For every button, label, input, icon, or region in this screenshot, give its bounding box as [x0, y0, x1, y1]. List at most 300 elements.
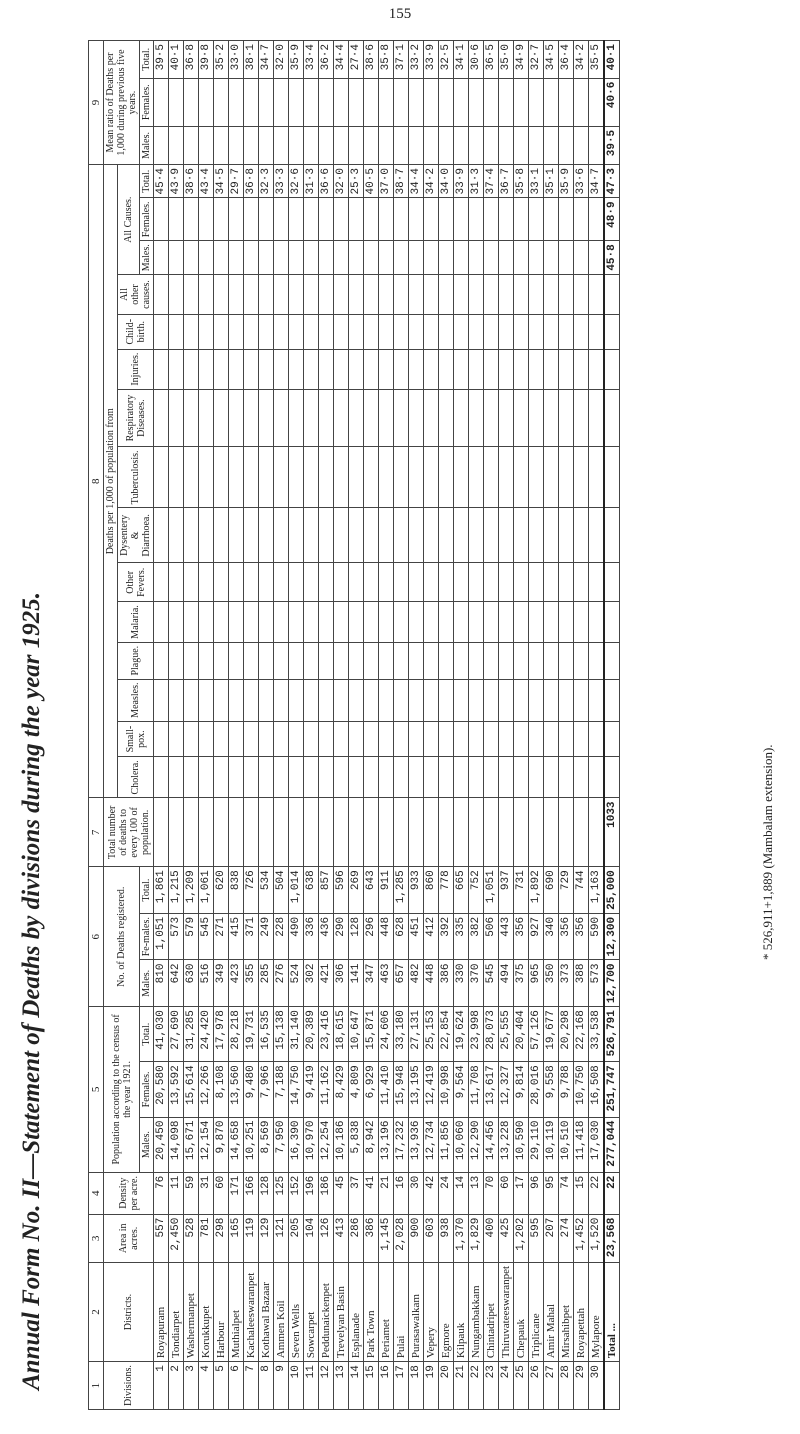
cause-cell	[409, 349, 424, 389]
table-row	[259, 41, 274, 1410]
cause-cell	[559, 275, 574, 315]
rate-cell	[274, 798, 289, 867]
cause-cell	[334, 349, 349, 389]
cause-cell	[289, 275, 304, 315]
density-cell: 11	[169, 1172, 184, 1214]
cause-cell	[304, 314, 319, 349]
mean-females-cell	[184, 78, 199, 126]
pop-total-header: Total.	[140, 1007, 154, 1062]
cause-cell	[154, 642, 169, 679]
pop-males-cell: 10,510	[559, 1117, 574, 1172]
cause-cell	[364, 563, 379, 602]
mean-total-cell: 30·6	[469, 41, 484, 79]
pop-females-cell: 20,580	[154, 1062, 169, 1117]
cause-cell	[394, 721, 409, 757]
deaths-males-header: Males.	[140, 960, 154, 1007]
column-number-row	[89, 41, 104, 1410]
cause-cell	[484, 447, 499, 508]
pop-females-cell: 7,966	[259, 1062, 274, 1117]
rate-cell	[229, 798, 244, 867]
cause-cell	[154, 314, 169, 349]
cause-cell	[484, 389, 499, 447]
cause-cell	[184, 602, 199, 643]
cause-cell	[169, 447, 184, 508]
all-causes-total-cell: 43·4	[199, 165, 214, 198]
cause-cell	[514, 642, 529, 679]
cause-cell	[214, 508, 229, 563]
table-row	[439, 41, 454, 1410]
cause-cell	[469, 602, 484, 643]
cause-cell	[394, 757, 409, 798]
cause-cell	[409, 314, 424, 349]
all-causes-males-cell	[289, 241, 304, 275]
all-causes-total-cell: 36·8	[244, 165, 259, 198]
area-cell: 425	[499, 1214, 514, 1262]
cause-cell	[454, 642, 469, 679]
all-causes-females-cell	[304, 198, 319, 241]
deaths-females-cell: 590	[589, 913, 605, 960]
cause-cell	[439, 721, 454, 757]
cause-cell	[544, 642, 559, 679]
cause-cell	[379, 679, 394, 721]
cause-cell	[199, 721, 214, 757]
cause-cell	[244, 275, 259, 315]
cause-cell	[229, 721, 244, 757]
pop-males-cell: 12,734	[424, 1117, 439, 1172]
mean-males-cell	[214, 126, 229, 164]
deaths-total-cell: 731	[514, 867, 529, 914]
cause-cell	[499, 563, 514, 602]
cause-cell	[394, 679, 409, 721]
mean-total-cell: 38·1	[244, 41, 259, 79]
deaths-total-cell: 911	[379, 867, 394, 914]
cause-cell	[319, 447, 334, 508]
cause-cell	[214, 389, 229, 447]
pop-total-cell: 23,998	[469, 1007, 484, 1062]
area-header: Area in acres.	[104, 1214, 154, 1262]
cause-cell	[544, 679, 559, 721]
division-number: 5	[214, 1362, 229, 1410]
cause-cell	[154, 721, 169, 757]
all-causes-males-cell	[439, 241, 454, 275]
density-header: Density per acre.	[104, 1172, 154, 1214]
mean-total-cell: 34·5	[544, 41, 559, 79]
total-label: Total ...	[604, 1262, 620, 1361]
cause-cell	[364, 389, 379, 447]
pop-males-cell: 14,098	[169, 1117, 184, 1172]
total-cause-cell	[604, 447, 620, 508]
cause-cell	[199, 563, 214, 602]
cause-cell	[574, 679, 589, 721]
deaths-total-cell: 857	[319, 867, 334, 914]
deaths-females-cell: 356	[574, 913, 589, 960]
mean-total-cell: 38·6	[364, 41, 379, 79]
mean-males-cell	[184, 126, 199, 164]
pop-males-cell: 8,569	[259, 1117, 274, 1172]
cause-cell	[499, 679, 514, 721]
table-body	[154, 41, 605, 1410]
deaths-males-cell: 810	[154, 960, 169, 1007]
all-causes-total-cell: 33·6	[574, 165, 589, 198]
mean-males-cell	[274, 126, 289, 164]
cause-cell	[169, 314, 184, 349]
cause-header: Plague.	[118, 642, 154, 679]
cause-cell	[184, 314, 199, 349]
cause-cell	[379, 757, 394, 798]
mean-total-cell: 36·2	[319, 41, 334, 79]
cause-cell	[304, 389, 319, 447]
cause-cell	[214, 563, 229, 602]
density-cell: 31	[199, 1172, 214, 1214]
deaths-males-cell: 482	[409, 960, 424, 1007]
mean-males-cell	[469, 126, 484, 164]
cause-cell	[349, 508, 364, 563]
pop-males-cell: 16,390	[289, 1117, 304, 1172]
cause-cell	[469, 275, 484, 315]
all-causes-males-cell	[559, 241, 574, 275]
cause-cell	[334, 389, 349, 447]
all-causes-header: All Causes.	[118, 165, 140, 275]
district-name: Pulai	[394, 1262, 409, 1361]
mean-males-cell	[574, 126, 589, 164]
pop-males-cell: 5,838	[349, 1117, 364, 1172]
division-number: 17	[394, 1362, 409, 1410]
cause-header: Respiratory Diseases.	[118, 389, 154, 447]
division-number: 26	[529, 1362, 544, 1410]
deaths-females-cell: 392	[439, 913, 454, 960]
cause-cell	[259, 508, 274, 563]
cause-cell	[259, 447, 274, 508]
all-causes-males-cell	[319, 241, 334, 275]
area-cell: 2,028	[394, 1214, 409, 1262]
cause-cell	[289, 602, 304, 643]
mean-males-header: Males.	[140, 126, 154, 164]
cause-cell	[289, 642, 304, 679]
table-row	[319, 41, 334, 1410]
deaths-males-cell: 463	[379, 960, 394, 1007]
cause-cell	[484, 602, 499, 643]
pop-total-cell: 22,854	[439, 1007, 454, 1062]
mean-females-cell	[499, 78, 514, 126]
mean-males-cell	[589, 126, 605, 164]
all-causes-total-cell: 36·6	[319, 165, 334, 198]
cause-cell	[529, 275, 544, 315]
deaths-females-cell: 451	[409, 913, 424, 960]
pop-females-cell: 13,560	[229, 1062, 244, 1117]
deaths-females-cell: 573	[169, 913, 184, 960]
district-name: Nungambakkam	[469, 1262, 484, 1361]
cause-cell	[259, 349, 274, 389]
division-number: 16	[379, 1362, 394, 1410]
cause-cell	[529, 757, 544, 798]
mean-total-cell: 33·0	[229, 41, 244, 79]
mean-males-cell	[379, 126, 394, 164]
cause-cell	[304, 602, 319, 643]
pop-total-cell: 25,153	[424, 1007, 439, 1062]
all-causes-males-cell	[424, 241, 439, 275]
table-row	[514, 41, 529, 1410]
pop-males-cell: 14,456	[484, 1117, 499, 1172]
all-causes-total-cell: 31·3	[304, 165, 319, 198]
district-name: Harbour	[214, 1262, 229, 1361]
cause-cell	[229, 679, 244, 721]
all-causes-total-cell: 35·1	[544, 165, 559, 198]
rate-cell	[409, 798, 424, 867]
cause-cell	[514, 447, 529, 508]
division-number: 2	[169, 1362, 184, 1410]
all-causes-total-cell: 35·8	[514, 165, 529, 198]
deaths-males-cell: 423	[229, 960, 244, 1007]
total-cause-cell	[604, 389, 620, 447]
cause-cell	[454, 508, 469, 563]
table-row	[409, 41, 424, 1410]
cause-cell	[409, 602, 424, 643]
cause-cell	[169, 757, 184, 798]
cause-cell	[184, 389, 199, 447]
total-deaths-males: 12,700	[604, 960, 620, 1007]
deaths-males-cell: 965	[529, 960, 544, 1007]
density-cell: 16	[394, 1172, 409, 1214]
all-causes-males-cell	[529, 241, 544, 275]
cause-cell	[274, 757, 289, 798]
pop-total-cell: 27,690	[169, 1007, 184, 1062]
total-cause-cell	[604, 757, 620, 798]
all-causes-males-header: Males.	[140, 241, 154, 275]
cause-cell	[229, 447, 244, 508]
total-blank	[604, 1362, 620, 1410]
cause-cell	[424, 508, 439, 563]
all-causes-males-cell	[274, 241, 289, 275]
all-causes-total-cell: 31·3	[469, 165, 484, 198]
total-mean-total: 40·1	[604, 41, 620, 79]
all-causes-males-cell	[304, 241, 319, 275]
deaths-registered-header: No. of Deaths registered.	[104, 867, 140, 1007]
mean-females-cell	[364, 78, 379, 126]
cause-cell	[439, 447, 454, 508]
total-cause-cell	[604, 563, 620, 602]
mean-total-cell: 33·4	[304, 41, 319, 79]
pop-females-cell: 6,929	[364, 1062, 379, 1117]
cause-cell	[199, 314, 214, 349]
cause-cell	[154, 602, 169, 643]
division-number: 13	[334, 1362, 349, 1410]
cause-cell	[574, 721, 589, 757]
cause-cell	[529, 679, 544, 721]
area-cell: 603	[424, 1214, 439, 1262]
total-cause-cell	[604, 642, 620, 679]
table-row	[529, 41, 544, 1410]
division-number: 28	[559, 1362, 574, 1410]
rate-cell	[484, 798, 499, 867]
cause-cell	[559, 642, 574, 679]
pop-total-cell: 22,168	[574, 1007, 589, 1062]
cause-cell	[229, 563, 244, 602]
cause-cell	[319, 602, 334, 643]
cause-cell	[364, 508, 379, 563]
mean-females-header: Females.	[140, 78, 154, 126]
cause-cell	[559, 721, 574, 757]
all-causes-females-cell	[379, 198, 394, 241]
cause-cell	[364, 757, 379, 798]
district-name: Chepauk	[514, 1262, 529, 1361]
all-causes-males-cell	[394, 241, 409, 275]
deaths-males-cell: 276	[274, 960, 289, 1007]
district-name: Park Town	[364, 1262, 379, 1361]
cause-cell	[499, 602, 514, 643]
mean-total-cell: 34·7	[259, 41, 274, 79]
all-causes-females-cell	[499, 198, 514, 241]
pop-females-cell: 28,016	[529, 1062, 544, 1117]
deaths-total-cell: 933	[409, 867, 424, 914]
mean-females-cell	[274, 78, 289, 126]
deaths-males-cell: 642	[169, 960, 184, 1007]
all-causes-males-cell	[454, 241, 469, 275]
cause-cell	[169, 275, 184, 315]
deaths-males-cell: 306	[334, 960, 349, 1007]
table-row	[229, 41, 244, 1410]
column-number: 8	[89, 165, 104, 798]
cause-cell	[544, 389, 559, 447]
cause-cell	[424, 349, 439, 389]
cause-cell	[274, 563, 289, 602]
cause-cell	[424, 642, 439, 679]
all-causes-males-cell	[499, 241, 514, 275]
pop-males-cell: 10,590	[514, 1117, 529, 1172]
cause-cell	[589, 349, 605, 389]
density-cell: 196	[304, 1172, 319, 1214]
all-causes-males-cell	[544, 241, 559, 275]
cause-cell	[469, 679, 484, 721]
mean-total-cell: 33·2	[409, 41, 424, 79]
rate-cell	[499, 798, 514, 867]
cause-cell	[559, 757, 574, 798]
cause-cell	[574, 642, 589, 679]
deaths-females-cell: 382	[469, 913, 484, 960]
footnote: * 526,911+1,889 (Mambalam extension).	[760, 744, 775, 960]
all-causes-males-cell	[379, 241, 394, 275]
cause-cell	[169, 349, 184, 389]
table-row	[364, 41, 379, 1410]
cause-cell	[439, 508, 454, 563]
cause-cell	[214, 275, 229, 315]
cause-cell	[469, 757, 484, 798]
deaths-total-cell: 937	[499, 867, 514, 914]
rate-cell	[469, 798, 484, 867]
area-cell: 165	[229, 1214, 244, 1262]
cause-cell	[544, 314, 559, 349]
density-cell: 128	[259, 1172, 274, 1214]
pop-total-cell: 31,140	[289, 1007, 304, 1062]
mean-females-cell	[469, 78, 484, 126]
cause-cell	[469, 721, 484, 757]
cause-cell	[334, 679, 349, 721]
pop-total-cell: 16,535	[259, 1007, 274, 1062]
mean-females-cell	[304, 78, 319, 126]
mean-total-cell: 32·0	[274, 41, 289, 79]
cause-cell	[244, 508, 259, 563]
pop-males-header: Males.	[140, 1117, 154, 1172]
division-number: 27	[544, 1362, 559, 1410]
all-causes-total-cell: 34·7	[589, 165, 605, 198]
cause-cell	[184, 642, 199, 679]
cause-header: Child-birth.	[118, 314, 154, 349]
cause-cell	[574, 508, 589, 563]
cause-cell	[244, 314, 259, 349]
all-causes-total-cell: 45·4	[154, 165, 169, 198]
density-cell: 60	[214, 1172, 229, 1214]
mean-total-cell: 33·9	[424, 41, 439, 79]
cause-cell	[529, 389, 544, 447]
cause-cell	[499, 508, 514, 563]
pop-males-cell: 7,950	[274, 1117, 289, 1172]
pop-females-cell: 9,558	[544, 1062, 559, 1117]
cause-cell	[244, 447, 259, 508]
cause-cell	[214, 602, 229, 643]
cause-cell	[289, 314, 304, 349]
division-number: 1	[154, 1362, 169, 1410]
mean-males-cell	[484, 126, 499, 164]
cause-cell	[319, 721, 334, 757]
mean-total-cell: 34·4	[334, 41, 349, 79]
deaths-males-cell: 330	[454, 960, 469, 1007]
total-cause-cell	[604, 508, 620, 563]
cause-cell	[184, 721, 199, 757]
all-causes-females-cell	[154, 198, 169, 241]
density-cell: 30	[409, 1172, 424, 1214]
cause-cell	[304, 757, 319, 798]
cause-cell	[574, 563, 589, 602]
cause-cell	[484, 563, 499, 602]
all-causes-females-cell	[184, 198, 199, 241]
pop-males-cell: 12,290	[469, 1117, 484, 1172]
cause-cell	[214, 314, 229, 349]
rate-cell	[169, 798, 184, 867]
rate-cell	[574, 798, 589, 867]
cause-cell	[169, 508, 184, 563]
area-cell: 129	[259, 1214, 274, 1262]
district-name: Triplicane	[529, 1262, 544, 1361]
cause-cell	[529, 642, 544, 679]
mean-females-cell	[559, 78, 574, 126]
density-cell: 171	[229, 1172, 244, 1214]
division-number: 19	[424, 1362, 439, 1410]
cause-cell	[244, 721, 259, 757]
all-causes-females-cell	[169, 198, 184, 241]
pop-females-cell: 9,564	[454, 1062, 469, 1117]
density-cell: 96	[529, 1172, 544, 1214]
cause-cell	[409, 508, 424, 563]
mean-females-cell	[574, 78, 589, 126]
cause-cell	[439, 563, 454, 602]
rate-header: Total number of deaths to every 100 of population.	[104, 798, 154, 867]
total-pop-total: 526,791	[604, 1007, 620, 1062]
cause-cell	[244, 563, 259, 602]
cause-cell	[514, 757, 529, 798]
mean-total-cell: 35·0	[499, 41, 514, 79]
district-name: Kothawal Bazaar	[259, 1262, 274, 1361]
pop-females-cell: 8,429	[334, 1062, 349, 1117]
table-row	[469, 41, 484, 1410]
cause-cell	[334, 508, 349, 563]
pop-males-cell: 10,119	[544, 1117, 559, 1172]
cause-cell	[289, 508, 304, 563]
total-cause-cell	[604, 679, 620, 721]
pop-total-cell: 15,138	[274, 1007, 289, 1062]
cause-cell	[514, 563, 529, 602]
district-name: Periamet	[379, 1262, 394, 1361]
cause-cell	[469, 508, 484, 563]
rate-cell	[184, 798, 199, 867]
